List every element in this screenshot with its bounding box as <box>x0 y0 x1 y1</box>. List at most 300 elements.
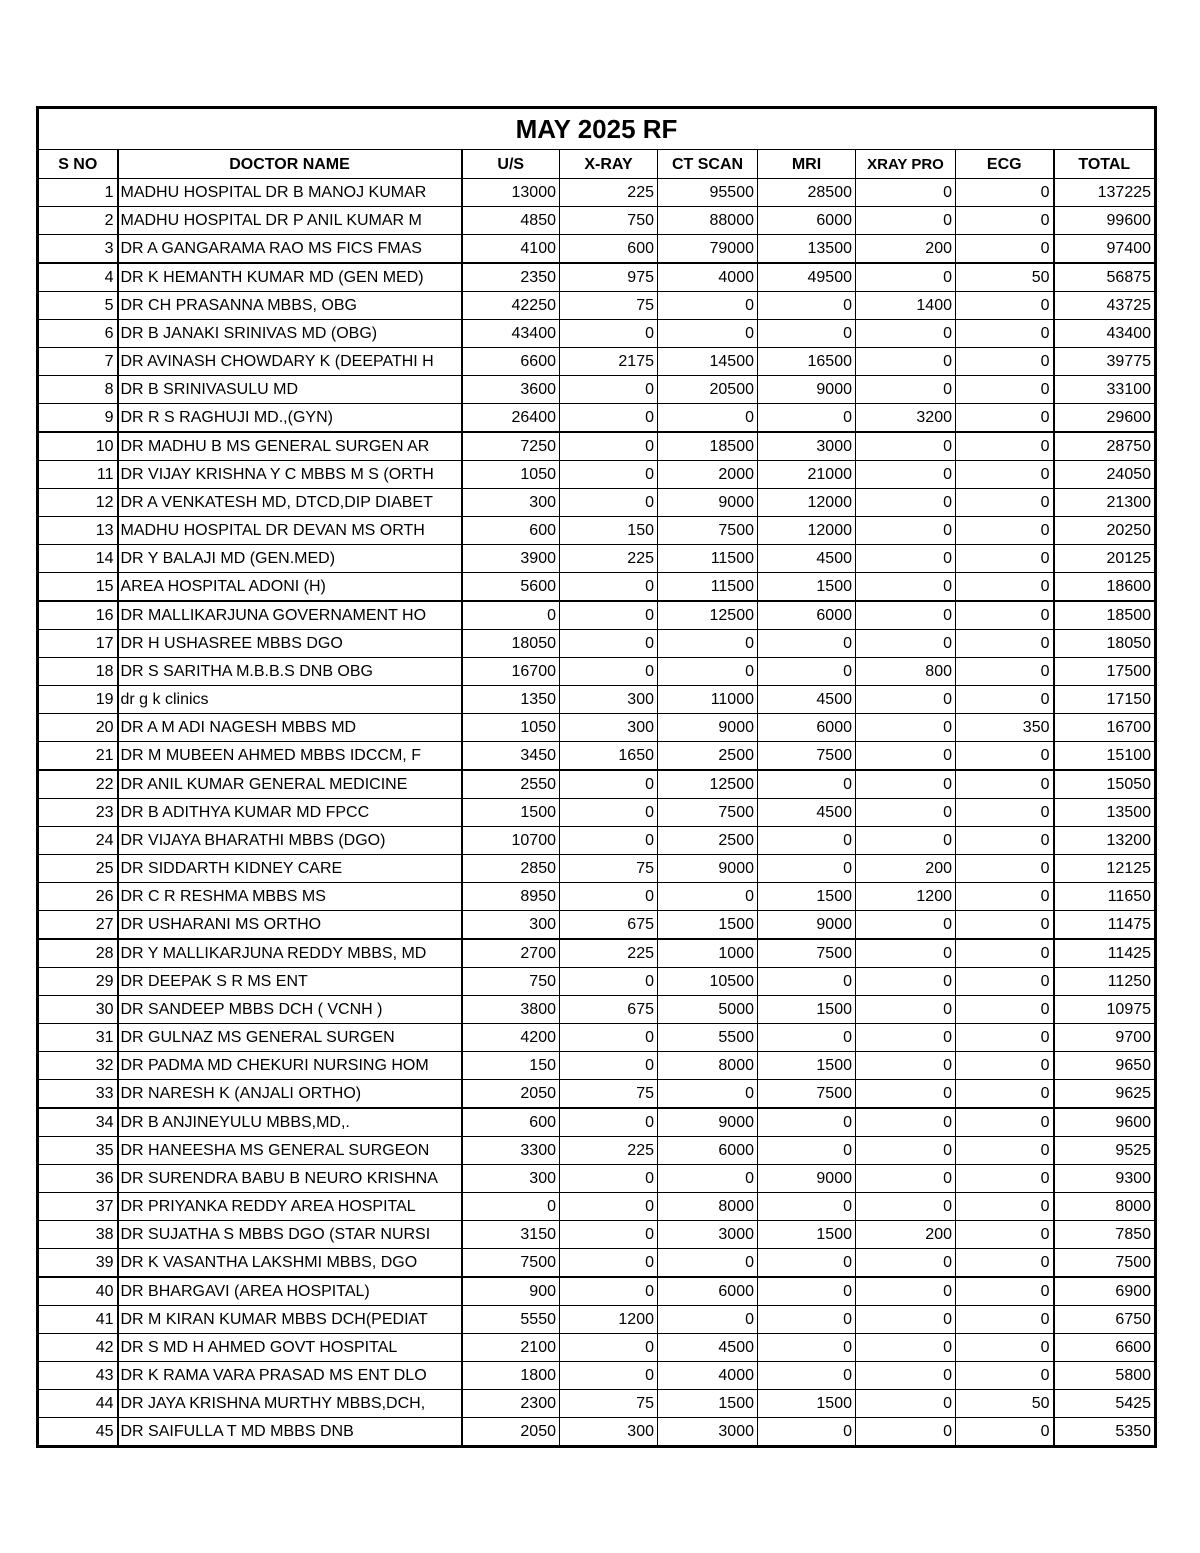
us-cell: 1050 <box>462 714 560 742</box>
ct-scan-cell: 12500 <box>658 770 758 799</box>
xray-cell: 300 <box>560 1418 658 1447</box>
us-cell: 2100 <box>462 1334 560 1362</box>
ct-scan-cell: 6000 <box>658 1277 758 1306</box>
sno-cell: 9 <box>38 404 118 433</box>
xray-cell: 675 <box>560 996 658 1024</box>
mri-cell: 1500 <box>758 1052 856 1080</box>
sno-cell: 1 <box>38 179 118 207</box>
total-cell: 137225 <box>1054 179 1156 207</box>
mri-cell: 0 <box>758 1362 856 1390</box>
ct-scan-cell: 4000 <box>658 1362 758 1390</box>
table-row <box>38 827 1156 855</box>
doctor-name-cell: DR VIJAY KRISHNA Y C MBBS M S (ORTH <box>118 461 462 489</box>
mri-cell: 0 <box>758 1418 856 1447</box>
table-row <box>38 996 1156 1024</box>
mri-cell: 0 <box>758 1108 856 1137</box>
ecg-cell: 0 <box>956 996 1054 1024</box>
total-cell: 33100 <box>1054 376 1156 404</box>
us-cell: 13000 <box>462 179 560 207</box>
doctor-name-cell: DR M KIRAN KUMAR MBBS DCH(PEDIAT <box>118 1306 462 1334</box>
total-cell: 11250 <box>1054 968 1156 996</box>
sno-cell: 22 <box>38 770 118 799</box>
ct-scan-cell: 8000 <box>658 1052 758 1080</box>
sno-cell: 11 <box>38 461 118 489</box>
ecg-cell: 50 <box>956 263 1054 292</box>
ct-scan-cell: 5500 <box>658 1024 758 1052</box>
sno-cell: 8 <box>38 376 118 404</box>
ecg-cell: 0 <box>956 1137 1054 1165</box>
table-row <box>38 1334 1156 1362</box>
doctor-name-cell: DR S SARITHA M.B.B.S DNB OBG <box>118 658 462 686</box>
total-cell: 43725 <box>1054 292 1156 320</box>
table-row <box>38 179 1156 207</box>
mri-cell: 1500 <box>758 996 856 1024</box>
doctor-name-cell: DR C R RESHMA MBBS MS <box>118 883 462 911</box>
total-cell: 6750 <box>1054 1306 1156 1334</box>
doctor-name-cell: DR SAIFULLA T MD MBBS DNB <box>118 1418 462 1447</box>
xray-pro-cell: 0 <box>856 1249 956 1278</box>
xray-cell: 225 <box>560 939 658 968</box>
xray-cell: 0 <box>560 968 658 996</box>
doctor-name-cell: DR B SRINIVASULU MD <box>118 376 462 404</box>
header-mri: MRI <box>758 150 856 179</box>
xray-cell: 0 <box>560 1108 658 1137</box>
total-cell: 29600 <box>1054 404 1156 433</box>
xray-pro-cell: 0 <box>856 827 956 855</box>
total-cell: 13200 <box>1054 827 1156 855</box>
sno-cell: 18 <box>38 658 118 686</box>
us-cell: 43400 <box>462 320 560 348</box>
sno-cell: 36 <box>38 1165 118 1193</box>
us-cell: 2050 <box>462 1080 560 1109</box>
ecg-cell: 0 <box>956 770 1054 799</box>
table-row <box>38 658 1156 686</box>
xray-pro-cell: 0 <box>856 179 956 207</box>
xray-pro-cell: 0 <box>856 489 956 517</box>
mri-cell: 16500 <box>758 348 856 376</box>
xray-pro-cell: 3200 <box>856 404 956 433</box>
xray-pro-cell: 0 <box>856 996 956 1024</box>
sno-cell: 3 <box>38 235 118 264</box>
xray-cell: 0 <box>560 658 658 686</box>
table-row <box>38 1165 1156 1193</box>
xray-pro-cell: 0 <box>856 376 956 404</box>
total-cell: 5425 <box>1054 1390 1156 1418</box>
doctor-name-cell: DR GULNAZ MS GENERAL SURGEN <box>118 1024 462 1052</box>
xray-cell: 0 <box>560 1165 658 1193</box>
table-row <box>38 1249 1156 1278</box>
header-xray: X-RAY <box>560 150 658 179</box>
sno-cell: 31 <box>38 1024 118 1052</box>
us-cell: 750 <box>462 968 560 996</box>
doctor-name-cell: DR A M ADI NAGESH MBBS MD <box>118 714 462 742</box>
us-cell: 3300 <box>462 1137 560 1165</box>
ct-scan-cell: 0 <box>658 320 758 348</box>
ecg-cell: 0 <box>956 1334 1054 1362</box>
sno-cell: 12 <box>38 489 118 517</box>
sno-cell: 39 <box>38 1249 118 1278</box>
sno-cell: 41 <box>38 1306 118 1334</box>
doctor-name-cell: DR A GANGARAMA RAO MS FICS FMAS <box>118 235 462 264</box>
mri-cell: 0 <box>758 1306 856 1334</box>
ct-scan-cell: 8000 <box>658 1193 758 1221</box>
xray-pro-cell: 0 <box>856 348 956 376</box>
xray-pro-cell: 0 <box>856 1334 956 1362</box>
us-cell: 3450 <box>462 742 560 771</box>
ecg-cell: 0 <box>956 1080 1054 1109</box>
sno-cell: 34 <box>38 1108 118 1137</box>
doctor-name-cell: DR VIJAYA BHARATHI MBBS (DGO) <box>118 827 462 855</box>
header-ecg: ECG <box>956 150 1054 179</box>
total-cell: 11425 <box>1054 939 1156 968</box>
doctor-name-cell: DR DEEPAK S R MS ENT <box>118 968 462 996</box>
xray-cell: 225 <box>560 545 658 573</box>
total-cell: 56875 <box>1054 263 1156 292</box>
xray-pro-cell: 1200 <box>856 883 956 911</box>
ct-scan-cell: 0 <box>658 292 758 320</box>
sno-cell: 28 <box>38 939 118 968</box>
ecg-cell: 0 <box>956 1306 1054 1334</box>
sno-cell: 37 <box>38 1193 118 1221</box>
sno-cell: 19 <box>38 686 118 714</box>
us-cell: 3800 <box>462 996 560 1024</box>
mri-cell: 9000 <box>758 376 856 404</box>
us-cell: 2300 <box>462 1390 560 1418</box>
mri-cell: 0 <box>758 292 856 320</box>
doctor-name-cell: DR S MD H AHMED GOVT HOSPITAL <box>118 1334 462 1362</box>
mri-cell: 9000 <box>758 911 856 940</box>
us-cell: 5600 <box>462 573 560 602</box>
sno-cell: 44 <box>38 1390 118 1418</box>
sno-cell: 25 <box>38 855 118 883</box>
table-row <box>38 1277 1156 1306</box>
total-cell: 20250 <box>1054 517 1156 545</box>
ct-scan-cell: 11000 <box>658 686 758 714</box>
doctor-name-cell: DR MADHU B MS GENERAL SURGEN AR <box>118 432 462 461</box>
xray-cell: 75 <box>560 1390 658 1418</box>
doctor-name-cell: DR SURENDRA BABU B NEURO KRISHNA <box>118 1165 462 1193</box>
mri-cell: 7500 <box>758 742 856 771</box>
ecg-cell: 0 <box>956 376 1054 404</box>
xray-cell: 0 <box>560 1249 658 1278</box>
ecg-cell: 0 <box>956 179 1054 207</box>
ecg-cell: 0 <box>956 320 1054 348</box>
us-cell: 3900 <box>462 545 560 573</box>
total-cell: 15050 <box>1054 770 1156 799</box>
xray-pro-cell: 0 <box>856 1024 956 1052</box>
table-row <box>38 968 1156 996</box>
us-cell: 26400 <box>462 404 560 433</box>
total-cell: 11650 <box>1054 883 1156 911</box>
doctor-name-cell: DR K VASANTHA LAKSHMI MBBS, DGO <box>118 1249 462 1278</box>
report-table <box>36 106 1157 1448</box>
xray-cell: 0 <box>560 376 658 404</box>
us-cell: 2700 <box>462 939 560 968</box>
ecg-cell: 0 <box>956 517 1054 545</box>
mri-cell: 0 <box>758 968 856 996</box>
mri-cell: 3000 <box>758 432 856 461</box>
ct-scan-cell: 0 <box>658 1080 758 1109</box>
doctor-name-cell: DR ANIL KUMAR GENERAL MEDICINE <box>118 770 462 799</box>
mri-cell: 6000 <box>758 601 856 630</box>
ct-scan-cell: 0 <box>658 1165 758 1193</box>
sno-cell: 26 <box>38 883 118 911</box>
ecg-cell: 0 <box>956 911 1054 940</box>
sno-cell: 30 <box>38 996 118 1024</box>
xray-pro-cell: 0 <box>856 432 956 461</box>
ecg-cell: 0 <box>956 404 1054 433</box>
header-xray-pro: XRAY PRO <box>856 150 956 179</box>
ecg-cell: 0 <box>956 1277 1054 1306</box>
xray-cell: 0 <box>560 630 658 658</box>
total-cell: 7850 <box>1054 1221 1156 1249</box>
doctor-name-cell: DR B ANJINEYULU MBBS,MD,. <box>118 1108 462 1137</box>
xray-pro-cell: 0 <box>856 911 956 940</box>
xray-cell: 2175 <box>560 348 658 376</box>
table-row <box>38 1306 1156 1334</box>
us-cell: 0 <box>462 1193 560 1221</box>
mri-cell: 0 <box>758 630 856 658</box>
total-cell: 17500 <box>1054 658 1156 686</box>
xray-cell: 750 <box>560 207 658 235</box>
mri-cell: 0 <box>758 404 856 433</box>
us-cell: 1350 <box>462 686 560 714</box>
ecg-cell: 0 <box>956 939 1054 968</box>
doctor-name-cell: MADHU HOSPITAL DR B MANOJ KUMAR <box>118 179 462 207</box>
xray-pro-cell: 0 <box>856 1390 956 1418</box>
xray-pro-cell: 0 <box>856 1193 956 1221</box>
ct-scan-cell: 10500 <box>658 968 758 996</box>
mri-cell: 4500 <box>758 799 856 827</box>
doctor-name-cell: DR Y BALAJI MD (GEN.MED) <box>118 545 462 573</box>
xray-cell: 0 <box>560 827 658 855</box>
us-cell: 600 <box>462 1108 560 1137</box>
table-row <box>38 911 1156 940</box>
table-row <box>38 1108 1156 1137</box>
mri-cell: 1500 <box>758 573 856 602</box>
doctor-name-cell: DR HANEESHA MS GENERAL SURGEON <box>118 1137 462 1165</box>
ecg-cell: 0 <box>956 658 1054 686</box>
total-cell: 13500 <box>1054 799 1156 827</box>
ecg-cell: 0 <box>956 742 1054 771</box>
ct-scan-cell: 79000 <box>658 235 758 264</box>
xray-pro-cell: 0 <box>856 1362 956 1390</box>
mri-cell: 4500 <box>758 545 856 573</box>
table-row <box>38 1418 1156 1447</box>
mri-cell: 12000 <box>758 489 856 517</box>
ct-scan-cell: 1500 <box>658 1390 758 1418</box>
table-row <box>38 1080 1156 1109</box>
xray-cell: 0 <box>560 1277 658 1306</box>
total-cell: 20125 <box>1054 545 1156 573</box>
mri-cell: 0 <box>758 1249 856 1278</box>
table-row <box>38 432 1156 461</box>
xray-pro-cell: 0 <box>856 714 956 742</box>
us-cell: 900 <box>462 1277 560 1306</box>
xray-cell: 0 <box>560 1193 658 1221</box>
us-cell: 1050 <box>462 461 560 489</box>
ct-scan-cell: 9000 <box>658 714 758 742</box>
ct-scan-cell: 14500 <box>658 348 758 376</box>
table-row <box>38 545 1156 573</box>
total-cell: 6900 <box>1054 1277 1156 1306</box>
us-cell: 4100 <box>462 235 560 264</box>
header-total: TOTAL <box>1054 150 1156 179</box>
mri-cell: 1500 <box>758 883 856 911</box>
xray-cell: 0 <box>560 320 658 348</box>
us-cell: 10700 <box>462 827 560 855</box>
xray-cell: 150 <box>560 517 658 545</box>
table-row <box>38 263 1156 292</box>
total-cell: 9525 <box>1054 1137 1156 1165</box>
ct-scan-cell: 9000 <box>658 489 758 517</box>
table-row <box>38 207 1156 235</box>
ct-scan-cell: 4000 <box>658 263 758 292</box>
xray-cell: 225 <box>560 179 658 207</box>
xray-cell: 0 <box>560 573 658 602</box>
ct-scan-cell: 0 <box>658 658 758 686</box>
doctor-name-cell: DR K RAMA VARA PRASAD MS ENT DLO <box>118 1362 462 1390</box>
ecg-cell: 0 <box>956 883 1054 911</box>
xray-cell: 0 <box>560 1362 658 1390</box>
xray-cell: 300 <box>560 714 658 742</box>
ct-scan-cell: 7500 <box>658 799 758 827</box>
xray-cell: 1200 <box>560 1306 658 1334</box>
us-cell: 600 <box>462 517 560 545</box>
ct-scan-cell: 6000 <box>658 1137 758 1165</box>
mri-cell: 0 <box>758 658 856 686</box>
xray-cell: 75 <box>560 855 658 883</box>
xray-cell: 0 <box>560 404 658 433</box>
ecg-cell: 0 <box>956 601 1054 630</box>
mri-cell: 0 <box>758 1193 856 1221</box>
xray-cell: 0 <box>560 1024 658 1052</box>
ct-scan-cell: 12500 <box>658 601 758 630</box>
ct-scan-cell: 9000 <box>658 1108 758 1137</box>
sno-cell: 38 <box>38 1221 118 1249</box>
xray-pro-cell: 0 <box>856 1080 956 1109</box>
doctor-name-cell: dr g k clinics <box>118 686 462 714</box>
sno-cell: 21 <box>38 742 118 771</box>
us-cell: 0 <box>462 601 560 630</box>
xray-pro-cell: 0 <box>856 207 956 235</box>
ecg-cell: 0 <box>956 489 1054 517</box>
total-cell: 9600 <box>1054 1108 1156 1137</box>
ecg-cell: 0 <box>956 1249 1054 1278</box>
us-cell: 2850 <box>462 855 560 883</box>
xray-pro-cell: 0 <box>856 686 956 714</box>
mri-cell: 6000 <box>758 714 856 742</box>
table-row <box>38 348 1156 376</box>
mri-cell: 21000 <box>758 461 856 489</box>
table-row <box>38 404 1156 433</box>
us-cell: 1800 <box>462 1362 560 1390</box>
us-cell: 6600 <box>462 348 560 376</box>
ct-scan-cell: 4500 <box>658 1334 758 1362</box>
sno-cell: 16 <box>38 601 118 630</box>
xray-pro-cell: 0 <box>856 545 956 573</box>
total-cell: 9300 <box>1054 1165 1156 1193</box>
table-row <box>38 883 1156 911</box>
mri-cell: 9000 <box>758 1165 856 1193</box>
xray-pro-cell: 0 <box>856 799 956 827</box>
sno-cell: 7 <box>38 348 118 376</box>
xray-pro-cell: 800 <box>856 658 956 686</box>
doctor-name-cell: DR NARESH K (ANJALI ORTHO) <box>118 1080 462 1109</box>
sno-cell: 42 <box>38 1334 118 1362</box>
sno-cell: 15 <box>38 573 118 602</box>
ct-scan-cell: 0 <box>658 404 758 433</box>
us-cell: 3600 <box>462 376 560 404</box>
doctor-name-cell: DR SUJATHA S MBBS DGO (STAR NURSI <box>118 1221 462 1249</box>
sno-cell: 24 <box>38 827 118 855</box>
mri-cell: 1500 <box>758 1221 856 1249</box>
xray-pro-cell: 200 <box>856 235 956 264</box>
xray-pro-cell: 0 <box>856 1306 956 1334</box>
ct-scan-cell: 0 <box>658 883 758 911</box>
doctor-name-cell: DR SIDDARTH KIDNEY CARE <box>118 855 462 883</box>
ecg-cell: 0 <box>956 348 1054 376</box>
mri-cell: 4500 <box>758 686 856 714</box>
table-row <box>38 799 1156 827</box>
mri-cell: 49500 <box>758 263 856 292</box>
ecg-cell: 0 <box>956 1221 1054 1249</box>
xray-pro-cell: 200 <box>856 855 956 883</box>
sno-cell: 4 <box>38 263 118 292</box>
ecg-cell: 0 <box>956 207 1054 235</box>
mri-cell: 0 <box>758 1334 856 1362</box>
mri-cell: 0 <box>758 320 856 348</box>
ecg-cell: 0 <box>956 686 1054 714</box>
us-cell: 2350 <box>462 263 560 292</box>
sno-cell: 20 <box>38 714 118 742</box>
mri-cell: 7500 <box>758 939 856 968</box>
mri-cell: 7500 <box>758 1080 856 1109</box>
us-cell: 8950 <box>462 883 560 911</box>
ecg-cell: 0 <box>956 1024 1054 1052</box>
header-doctor-name: DOCTOR NAME <box>118 150 462 179</box>
ct-scan-cell: 95500 <box>658 179 758 207</box>
sno-cell: 33 <box>38 1080 118 1109</box>
ecg-cell: 0 <box>956 1165 1054 1193</box>
xray-pro-cell: 0 <box>856 1108 956 1137</box>
us-cell: 5550 <box>462 1306 560 1334</box>
sno-cell: 2 <box>38 207 118 235</box>
xray-pro-cell: 0 <box>856 1418 956 1447</box>
sno-cell: 14 <box>38 545 118 573</box>
doctor-name-cell: DR A VENKATESH MD, DTCD,DIP DIABET <box>118 489 462 517</box>
sno-cell: 40 <box>38 1277 118 1306</box>
ecg-cell: 0 <box>956 1052 1054 1080</box>
ecg-cell: 0 <box>956 461 1054 489</box>
sno-cell: 35 <box>38 1137 118 1165</box>
mri-cell: 0 <box>758 770 856 799</box>
ct-scan-cell: 1000 <box>658 939 758 968</box>
total-cell: 7500 <box>1054 1249 1156 1278</box>
doctor-name-cell: DR R S RAGHUJI MD.,(GYN) <box>118 404 462 433</box>
ecg-cell: 50 <box>956 1390 1054 1418</box>
xray-cell: 300 <box>560 686 658 714</box>
us-cell: 7250 <box>462 432 560 461</box>
table-row <box>38 939 1156 968</box>
xray-cell: 75 <box>560 1080 658 1109</box>
ct-scan-cell: 3000 <box>658 1221 758 1249</box>
xray-cell: 1650 <box>560 742 658 771</box>
total-cell: 10975 <box>1054 996 1156 1024</box>
xray-cell: 600 <box>560 235 658 264</box>
us-cell: 300 <box>462 489 560 517</box>
xray-pro-cell: 200 <box>856 1221 956 1249</box>
